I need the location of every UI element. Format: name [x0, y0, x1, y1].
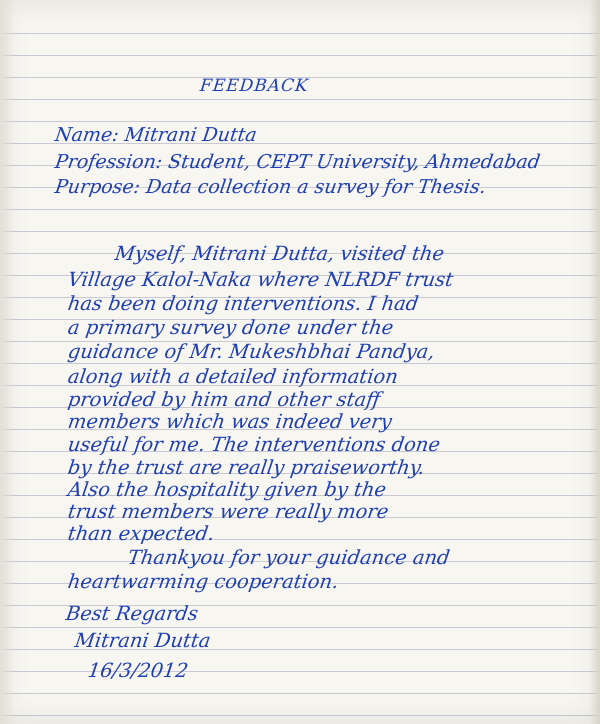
body-line: has been doing interventions. I had — [66, 292, 421, 315]
body-line: trust members were really more — [66, 500, 391, 523]
body-line: by the trust are really praiseworthy. — [66, 456, 427, 479]
body-line: Village Kalol-Naka where NLRDF trust — [66, 268, 455, 291]
purpose-line: Purpose: Data collection a survey for Thesis. — [53, 176, 488, 198]
body-line: provided by him and other staff — [66, 388, 382, 411]
signature-name: Mitrani Dutta — [73, 629, 213, 652]
body-line: Also the hospitality given by the — [66, 478, 388, 501]
body-line: members which was indeed very — [66, 410, 394, 433]
body-line: heartwarming cooperation. — [66, 570, 341, 593]
body-line: Thankyou for your guidance and — [126, 546, 452, 569]
body-line: a primary survey done under the — [66, 316, 395, 339]
page-title: FEEDBACK — [199, 76, 310, 96]
page-right-edge — [590, 0, 600, 724]
profession-line: Profession: Student, CEPT University, Ahmedabad — [53, 151, 542, 173]
body-line: along with a detailed information — [66, 365, 400, 388]
body-line: than expected. — [66, 522, 216, 545]
name-line: Name: Mitrani Dutta — [53, 124, 259, 146]
signature-date: 16/3/2012 — [86, 659, 190, 682]
body-line: useful for me. The interventions done — [66, 433, 442, 456]
body-line: guidance of Mr. Mukeshbhai Pandya, — [66, 340, 437, 363]
body-line: Myself, Mitrani Dutta, visited the — [113, 242, 446, 265]
closing-text: Best Regards — [64, 602, 200, 625]
page-left-edge — [0, 0, 14, 724]
